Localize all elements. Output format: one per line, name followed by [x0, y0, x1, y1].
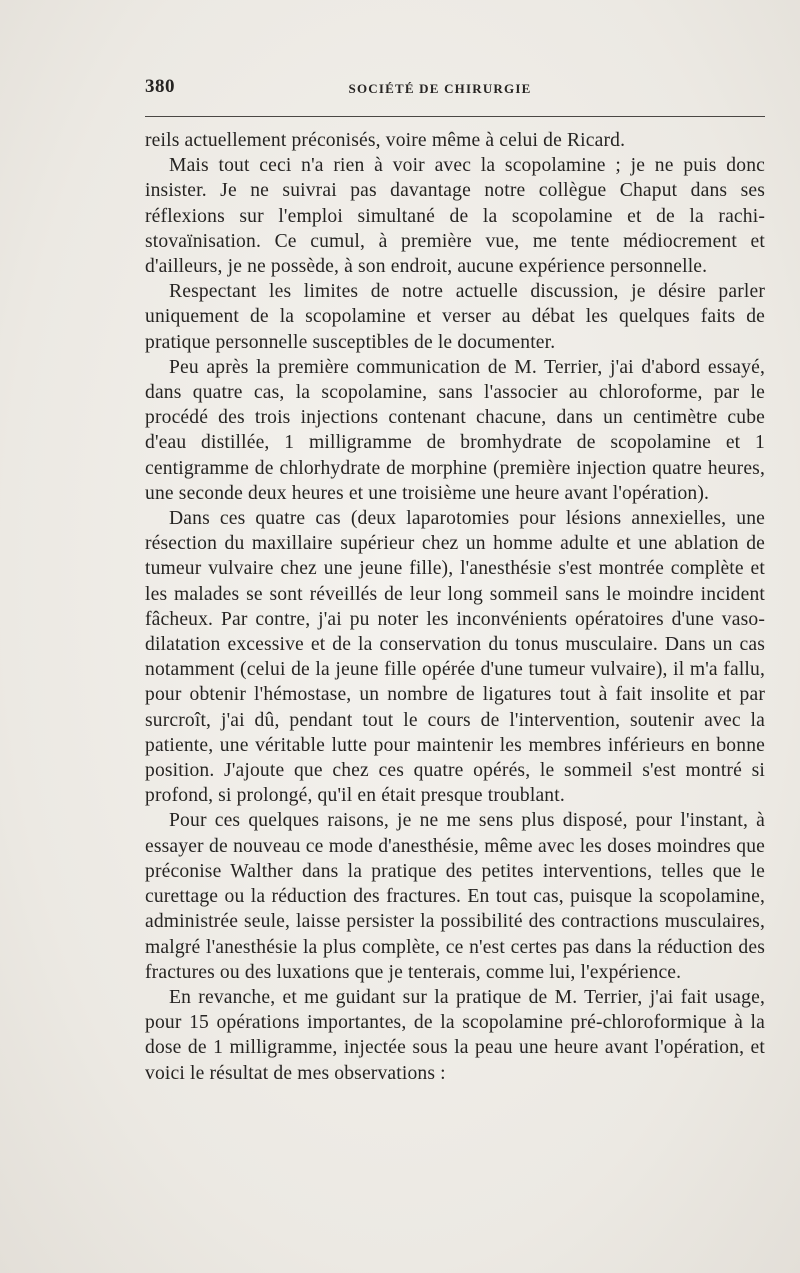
paragraph: Mais tout ceci n'a rien à voir avec la scopolamine ; je ne puis donc insister. Je ne suivrai pas davantage notre collègue Chaput dans ses réflexions sur l'emploi simultané de la scopolamine et de la rachi-stovaïnisation. Ce cumul, à première vue, me tente médiocrement et d'ailleurs, je ne possède, à son endroit, aucune expérience personnelle. [145, 155, 765, 278]
paragraph: Peu après la première communication de M. Terrier, j'ai d'abord essayé, dans quatre cas, la scopolamine, sans l'associer au chloroforme, par le procédé des trois injections contenant chacune, dans un centimètre cube d'eau distillée, 1 milligramme de bromhydrate de scopolamine et 1 centigramme de chlorhydrate de morphine (première injection quatre heures, une seconde deux heures et une troisième une heure avant l'opération). [145, 356, 765, 504]
paragraph: En revanche, et me guidant sur la pratique de M. Terrier, j'ai fait usage, pour 15 opérations importantes, de la scopolamine pré-chloroformique à la dose de 1 milligramme, injectée sous la peau une heure avant l'opération, et voici le résultat de mes observations : [145, 986, 765, 1084]
header-rule [145, 116, 765, 117]
body-text [145, 128, 765, 1086]
paragraph: Pour ces quelques raisons, je ne me sens plus disposé, pour l'instant, à essayer de nouveau ce mode d'anesthésie, même avec les doses moindres que préconise Walther dans la pratique des petites interventions, telles que le curettage ou la réduction des fractures. En tout cas, puisque la scopolamine, administrée seule, laisse persister la possibilité des contractions musculaires, malgré l'anesthésie la plus complète, ce n'est certes pas dans la réduction des fractures ou des luxations que je tenterais, comme lui, l'expérience. [145, 810, 765, 983]
paragraph-continuation: reils actuellement préconisés, voire même à celui de Ricard. [145, 130, 626, 151]
paragraph: Respectant les limites de notre actuelle discussion, je désire parler uniquement de la scopolamine et verser au débat les quelques faits de pratique personnelle susceptibles de le documenter. [145, 281, 765, 353]
running-head: SOCIÉTÉ DE CHIRURGIE [348, 81, 532, 96]
paragraph: Dans ces quatre cas (deux laparotomies pour lésions annexielles, une résection du maxillaire supérieur chez un homme adulte et une ablation de tumeur vulvaire chez une jeune fille), l'anesthésie s'est montrée complète et les malades se sont réveillés de leur long sommeil sans le moindre incident fâcheux. Par contre, j'ai pu noter les inconvénients opératoires d'une vaso-dilatation excessive et de la conservation du tonus musculaire. Dans un cas notamment (celui de la jeune fille opérée d'une tumeur vulvaire), il m'a fallu, pour obtenir l'hémostase, un nombre de ligatures tout à fait insolite et par surcroît, j'ai dû, pendant tout le cours de l'intervention, soutenir avec la patiente, une véritable lutte pour maintenir les membres inférieurs en bonne position. J'ajoute que chez ces quatre opérés, le sommeil s'est montré si profond, si prolongé, qu'il en était presque troublant. [145, 508, 765, 807]
page-number: 380 [145, 76, 175, 97]
page-header [145, 76, 765, 100]
